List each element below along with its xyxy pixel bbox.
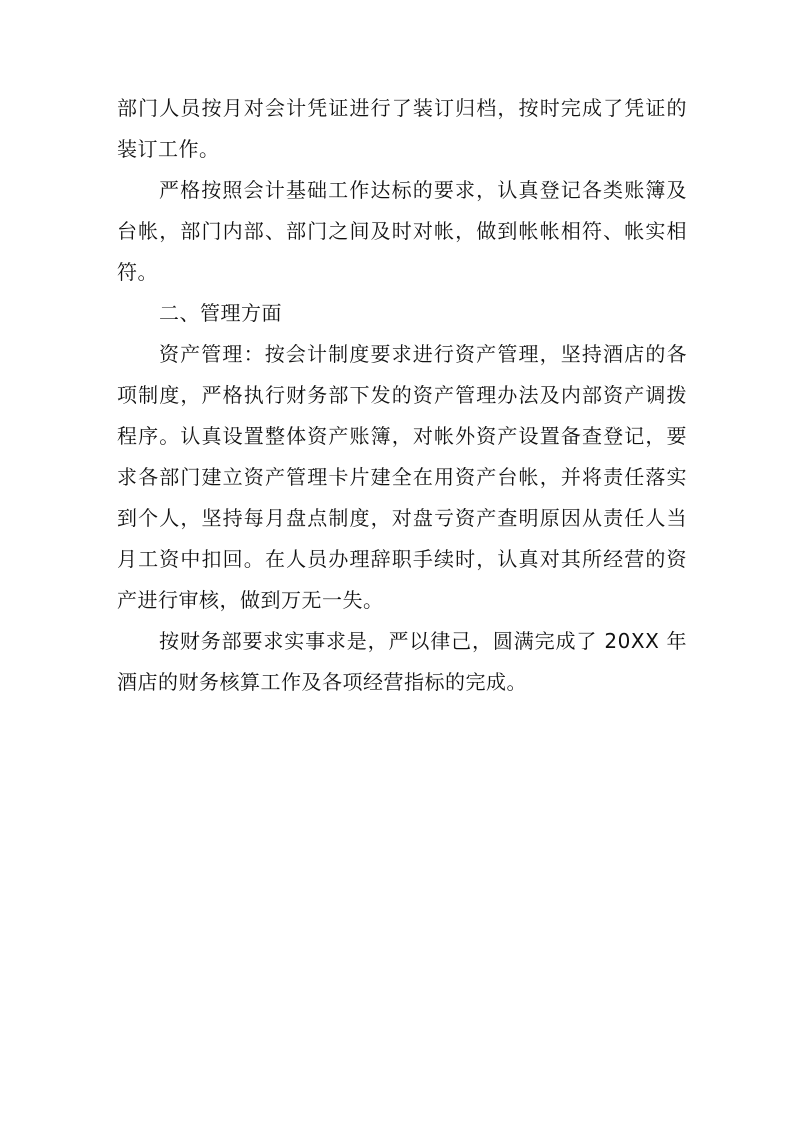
section-heading-management: 二、管理方面 xyxy=(159,301,282,325)
paragraph-asset-management: 资产管理：按会计制度要求进行资产管理，坚持酒店的各项制度，严格执行财务部下发的资产管理办法及内部资产调拨程序。认真设置整体资产账簿，对帐外资产设置备查登记，要求各部门建立资产管理卡片建全在用资产台帐，并将责任落实到个人，坚持每月盘点制度，对盘亏资产查明原因从责任人当月工资中扣回。在人员办理辞职手续时，认真对其所经营的资产进行审核，做到万无一失。 xyxy=(117,342,687,612)
paragraph-account-registration: 严格按照会计基础工作达标的要求，认真登记各类账簿及台帐，部门内部、部门之间及时对帐，做到帐帐相符、帐实相符。 xyxy=(117,178,687,284)
document-body xyxy=(117,88,687,703)
paragraph-summary: 按财务部要求实事求是，严以律己，圆满完成了 20XX 年酒店的财务核算工作及各项经营指标的完成。 xyxy=(117,629,687,694)
paragraph-voucher-binding: 部门人员按月对会计凭证进行了装订归档，按时完成了凭证的装订工作。 xyxy=(117,96,687,161)
